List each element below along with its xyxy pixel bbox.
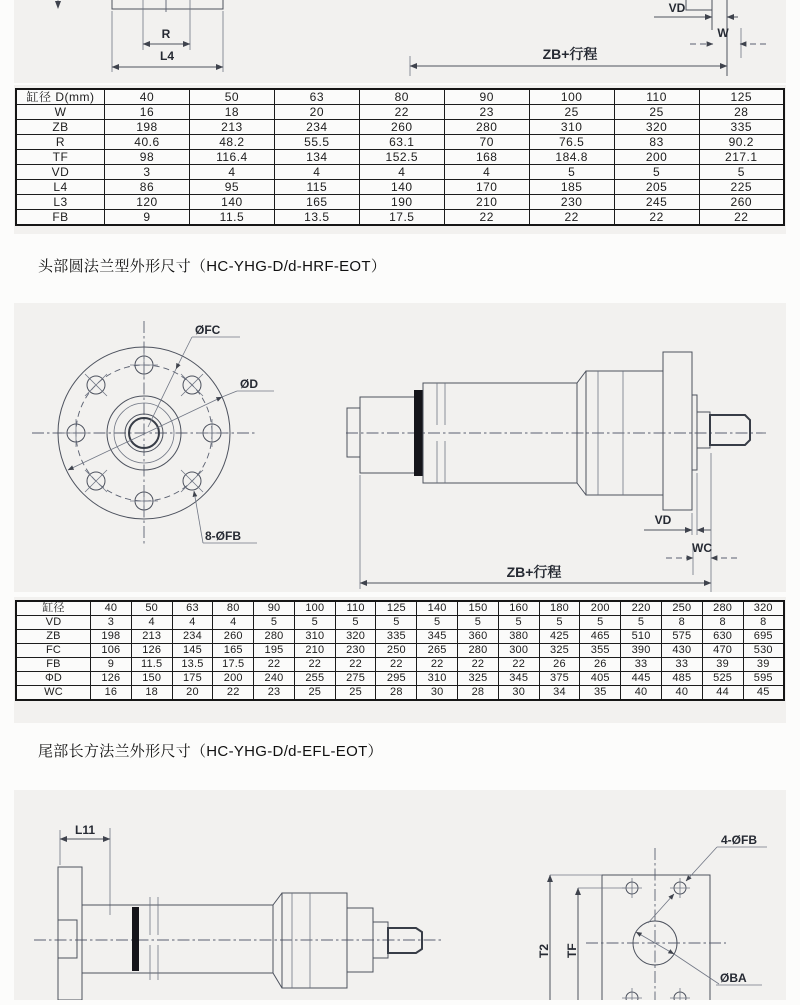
value-cell: 110 [335,601,376,616]
value-cell: 5 [580,616,621,630]
row-label-cell: ΦD [16,672,91,686]
value-cell: 70 [444,135,529,150]
value-cell: 18 [189,105,274,120]
value-cell: 5 [498,616,539,630]
value-cell: 485 [661,672,702,686]
value-cell: 380 [498,630,539,644]
value-cell: 165 [213,644,254,658]
value-cell: 9 [91,658,132,672]
value-cell: 4 [172,616,213,630]
value-cell: 345 [417,630,458,644]
value-cell: 40 [105,89,190,105]
table-row [16,210,784,226]
value-cell: 16 [105,105,190,120]
value-cell: 230 [335,644,376,658]
value-cell: 63 [172,601,213,616]
dim-vd-top [654,1,738,17]
value-cell: 4 [189,165,274,180]
row-label-cell: VD [16,165,105,180]
value-cell: 25 [335,686,376,701]
value-cell: 470 [702,644,743,658]
value-cell: 425 [539,630,580,644]
value-cell: 90 [254,601,295,616]
value-cell: 22 [213,686,254,701]
value-cell: 280 [444,120,529,135]
value-cell: 300 [498,644,539,658]
value-cell: 25 [294,686,335,701]
value-cell: 22 [335,658,376,672]
value-cell: 180 [539,601,580,616]
value-cell: 17.5 [213,658,254,672]
table-header-row [16,89,784,105]
value-cell: 213 [189,120,274,135]
rear-drawing [14,790,786,1000]
row-label-cell: 缸径 [16,601,91,616]
value-cell: 5 [539,616,580,630]
value-cell: 30 [417,686,458,701]
value-cell: 106 [91,644,132,658]
value-cell: 22 [498,658,539,672]
value-cell: 210 [444,195,529,210]
value-cell: 50 [189,89,274,105]
value-cell: 28 [376,686,417,701]
table-row [16,616,784,630]
value-cell: 22 [699,210,784,226]
row-label-cell: 缸径 D(mm) [16,89,105,105]
row-label-cell: W [16,105,105,120]
value-cell: 4 [444,165,529,180]
value-cell: 63 [274,89,359,105]
value-cell: 125 [699,89,784,105]
value-cell: 217.1 [699,150,784,165]
value-cell: 595 [743,672,784,686]
value-cell: 9 [105,210,190,226]
value-cell: 17.5 [359,210,444,226]
dim-label-ba: ØBA [720,971,747,985]
value-cell: 445 [621,672,662,686]
flange-front-view [32,321,256,545]
top-drawing-panel [14,0,786,83]
value-cell: 168 [444,150,529,165]
value-cell: 83 [614,135,699,150]
table-row [16,686,784,701]
dim-r [143,13,190,50]
rear-drawing-panel [14,790,786,1000]
value-cell: 175 [172,672,213,686]
value-cell: 195 [254,644,295,658]
value-cell: 310 [417,672,458,686]
value-cell: 8 [702,616,743,630]
value-cell: 160 [498,601,539,616]
value-cell: 40.6 [105,135,190,150]
label-fb8 [194,491,257,543]
value-cell: 13.5 [172,658,213,672]
value-cell: 325 [458,672,499,686]
value-cell: 86 [105,180,190,195]
value-cell: 234 [274,120,359,135]
dim-label-vd-side: VD [654,513,672,527]
value-cell: 20 [274,105,359,120]
value-cell: 48.2 [189,135,274,150]
label-fb4 [648,833,767,923]
value-cell: 98 [105,150,190,165]
row-label-cell: R [16,135,105,150]
value-cell: 250 [376,644,417,658]
value-cell: 18 [131,686,172,701]
value-cell: 213 [131,630,172,644]
front-view-cut [55,0,223,14]
value-cell: 125 [376,601,417,616]
value-cell: 260 [213,630,254,644]
dim-label-d: ØD [240,377,258,391]
value-cell: 465 [580,630,621,644]
value-cell: 345 [498,672,539,686]
value-cell: 225 [699,180,784,195]
value-cell: 33 [661,658,702,672]
value-cell: 280 [702,601,743,616]
value-cell: 234 [172,630,213,644]
value-cell: 280 [254,630,295,644]
value-cell: 5 [458,616,499,630]
table-row [16,658,784,672]
value-cell: 375 [539,672,580,686]
dim-label-l11: L11 [74,823,96,837]
table-row [16,165,784,180]
value-cell: 22 [294,658,335,672]
table-row [16,180,784,195]
value-cell: 185 [529,180,614,195]
value-cell: 11.5 [189,210,274,226]
row-label-cell: L4 [16,180,105,195]
dim-label-r: R [161,27,171,41]
value-cell: 630 [702,630,743,644]
value-cell: 100 [294,601,335,616]
value-cell: 200 [213,672,254,686]
dim-label-wc: WC [692,541,712,555]
dim-label-fc: ØFC [195,323,221,337]
value-cell: 320 [335,630,376,644]
flange-drawing-panel [14,303,786,592]
value-cell: 5 [699,165,784,180]
value-cell: 28 [458,686,499,701]
value-cell: 165 [274,195,359,210]
value-cell: 40 [621,686,662,701]
value-cell: 39 [702,658,743,672]
value-cell: 140 [189,195,274,210]
value-cell: 200 [580,601,621,616]
value-cell: 100 [529,89,614,105]
value-cell: 260 [699,195,784,210]
value-cell: 430 [661,644,702,658]
value-cell: 360 [458,630,499,644]
value-cell: 280 [458,644,499,658]
value-cell: 115 [274,180,359,195]
value-cell: 695 [743,630,784,644]
value-cell: 230 [529,195,614,210]
value-cell: 190 [359,195,444,210]
dim-l11 [60,823,110,915]
value-cell: 4 [131,616,172,630]
value-cell: 265 [417,644,458,658]
value-cell: 530 [743,644,784,658]
value-cell: 8 [661,616,702,630]
value-cell: 22 [444,210,529,226]
value-cell: 390 [621,644,662,658]
value-cell: 25 [529,105,614,120]
value-cell: 170 [444,180,529,195]
value-cell: 200 [614,150,699,165]
value-cell: 30 [498,686,539,701]
value-cell: 22 [614,210,699,226]
value-cell: 22 [529,210,614,226]
table-row [16,195,784,210]
dim-label-zb: ZB+行程 [542,46,598,62]
value-cell: 5 [621,616,662,630]
dim-l4 [112,11,223,72]
value-cell: 16 [91,686,132,701]
value-cell: 22 [376,658,417,672]
value-cell: 39 [743,658,784,672]
value-cell: 240 [254,672,295,686]
value-cell: 260 [359,120,444,135]
table-row [16,150,784,165]
row-label-cell: VD [16,616,91,630]
value-cell: 335 [376,630,417,644]
value-cell: 5 [335,616,376,630]
value-cell: 40 [91,601,132,616]
row-label-cell: FB [16,210,105,226]
value-cell: 90 [444,89,529,105]
value-cell: 325 [539,644,580,658]
value-cell: 34 [539,686,580,701]
value-cell: 22 [359,105,444,120]
value-cell: 140 [417,601,458,616]
row-label-cell: FB [16,658,91,672]
value-cell: 5 [376,616,417,630]
value-cell: 310 [294,630,335,644]
value-cell: 184.8 [529,150,614,165]
label-fc [148,323,240,427]
value-cell: 116.4 [189,150,274,165]
value-cell: 110 [614,89,699,105]
dim-label-fb8: 8-ØFB [205,529,241,543]
value-cell: 8 [743,616,784,630]
dim-zb-side [360,475,711,589]
section-title-rear-flange: 尾部长方法兰外形尺寸（HC-YHG-D/d-EFL-EOT） [38,743,383,760]
value-cell: 11.5 [131,658,172,672]
rear-cylinder-side-view [34,867,444,1000]
label-d [68,377,274,470]
row-label-cell: TF [16,150,105,165]
table-row [16,644,784,658]
value-cell: 28 [699,105,784,120]
value-cell: 23 [444,105,529,120]
table-row [16,135,784,150]
row-label-cell: L3 [16,195,105,210]
head-dimensions-table [15,88,785,226]
value-cell: 5 [417,616,458,630]
section-title-head-flange: 头部圆法兰型外形尺寸（HC-YHG-D/d-HRF-EOT） [38,258,387,275]
value-cell: 40 [661,686,702,701]
value-cell: 198 [105,120,190,135]
value-cell: 3 [91,616,132,630]
value-cell: 55.5 [274,135,359,150]
dim-w-top [690,26,767,44]
dim-label-zb-side: ZB+行程 [506,564,562,580]
value-cell: 4 [359,165,444,180]
value-cell: 80 [213,601,254,616]
row-label-cell: ZB [16,630,91,644]
value-cell: 5 [529,165,614,180]
value-cell: 355 [580,644,621,658]
value-cell: 5 [254,616,295,630]
value-cell: 250 [661,601,702,616]
value-cell: 35 [580,686,621,701]
value-cell: 26 [539,658,580,672]
value-cell: 126 [91,672,132,686]
value-cell: 33 [621,658,662,672]
value-cell: 145 [172,644,213,658]
value-cell: 63.1 [359,135,444,150]
dim-label-t2: T2 [537,943,551,958]
row-label-cell: WC [16,686,91,701]
cylinder-side-view [346,352,766,510]
value-cell: 205 [614,180,699,195]
value-cell: 90.2 [699,135,784,150]
value-cell: 152.5 [359,150,444,165]
dim-label-fb4: 4-ØFB [721,833,757,847]
value-cell: 310 [529,120,614,135]
flange-dimensions-table [15,600,785,701]
value-cell: 23 [254,686,295,701]
value-cell: 245 [614,195,699,210]
value-cell: 50 [131,601,172,616]
value-cell: 198 [91,630,132,644]
table-row [16,120,784,135]
value-cell: 220 [621,601,662,616]
value-cell: 120 [105,195,190,210]
value-cell: 210 [294,644,335,658]
flange-drawing [14,303,786,592]
table-header-row [16,601,784,616]
value-cell: 525 [702,672,743,686]
rear-flange-plate-view [586,848,726,1000]
dim-label-tf: TF [565,943,579,958]
value-cell: 255 [294,672,335,686]
value-cell: 80 [359,89,444,105]
value-cell: 4 [213,616,254,630]
value-cell: 335 [699,120,784,135]
value-cell: 22 [254,658,295,672]
value-cell: 20 [172,686,213,701]
value-cell: 275 [335,672,376,686]
table-row [16,672,784,686]
dim-label-vd: VD [668,1,686,15]
value-cell: 5 [614,165,699,180]
value-cell: 95 [189,180,274,195]
value-cell: 22 [417,658,458,672]
value-cell: 45 [743,686,784,701]
value-cell: 3 [105,165,190,180]
value-cell: 4 [274,165,359,180]
table-row [16,105,784,120]
value-cell: 26 [580,658,621,672]
dim-tf [565,888,626,1000]
value-cell: 126 [131,644,172,658]
value-cell: 140 [359,180,444,195]
value-cell: 510 [621,630,662,644]
value-cell: 134 [274,150,359,165]
value-cell: 5 [294,616,335,630]
value-cell: 22 [458,658,499,672]
value-cell: 295 [376,672,417,686]
row-label-cell: ZB [16,120,105,135]
value-cell: 575 [661,630,702,644]
table-row [16,630,784,644]
value-cell: 150 [458,601,499,616]
side-view-cut [686,0,741,76]
value-cell: 76.5 [529,135,614,150]
value-cell: 44 [702,686,743,701]
top-drawing [14,0,786,83]
value-cell: 13.5 [274,210,359,226]
value-cell: 320 [614,120,699,135]
dim-t2 [537,875,602,1000]
value-cell: 405 [580,672,621,686]
dim-vd-side [644,473,711,535]
dim-zb-top [410,46,727,76]
value-cell: 320 [743,601,784,616]
value-cell: 25 [614,105,699,120]
dim-label-l4: L4 [159,49,175,63]
value-cell: 150 [131,672,172,686]
row-label-cell: FC [16,644,91,658]
dim-wc-side [666,453,737,592]
dim-label-w: W [717,26,729,40]
